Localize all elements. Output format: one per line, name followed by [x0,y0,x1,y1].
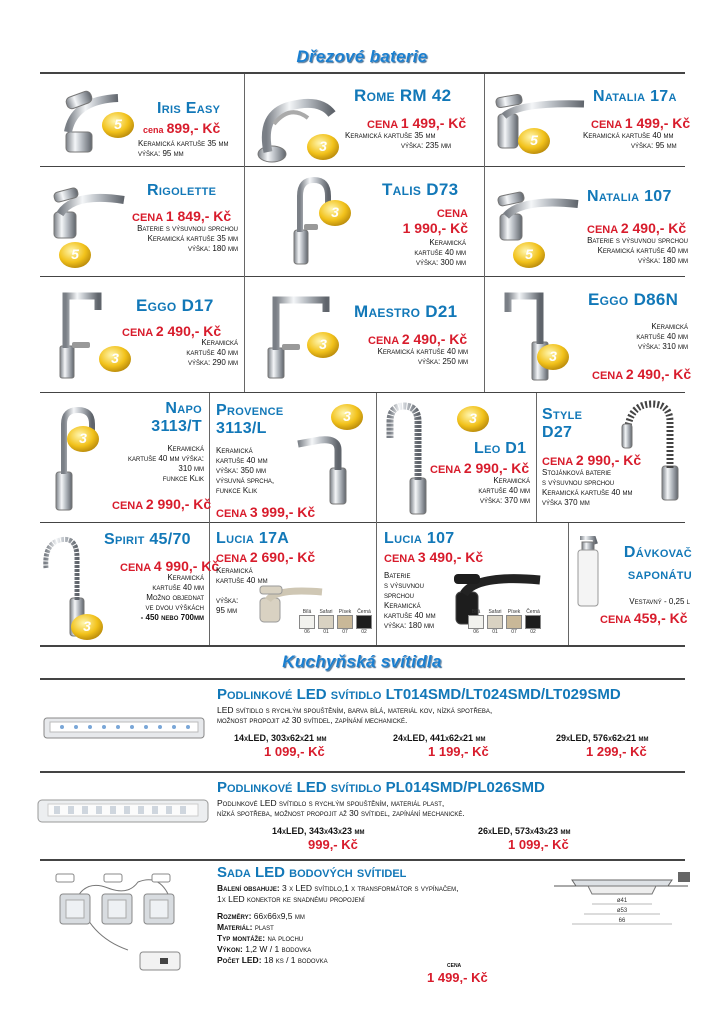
warranty-3-icon [98,344,132,374]
svg-text:3: 3 [83,618,91,634]
product-desc: Keramická kartuše 40 mm výška: 370 mm [478,476,530,505]
faucet-image [44,176,128,246]
product-price: CENA 1 499,- Kč [591,115,691,131]
warranty-3-icon [536,342,570,372]
divider [568,523,569,645]
led-set-specs [217,883,547,966]
dimension-label: ø41 [616,898,628,904]
led-variant-size: 24xLED, 441x62x21 mm [393,733,486,743]
product-price: CENA 4 990,- Kč [120,558,220,574]
faucet-image [384,400,448,518]
led-variant-price: 999,- Kč [308,837,358,852]
product-desc: Keramická kartuše 40 mm výška: 95 mm [583,131,677,150]
color-swatch: Černá 02 [357,609,371,635]
svg-text:3: 3 [331,204,339,220]
technical-drawing [552,866,692,936]
led-variant-size: 29xLED, 576x62x21 mm [556,733,649,743]
product-price: CENA 2 490,- Kč [587,220,687,236]
svg-text:5: 5 [71,246,79,262]
color-swatches [468,609,541,635]
product-price: CENA 3 490,- Kč [384,549,484,565]
led-product-desc: Podlinkové LED svítidlo s rychlým spouštěním, materiál plast, nízká spotřeba, možnost propojit až 30 svítidel, zapínání mechanické. [217,798,465,818]
product-price: CENA 1 990,- Kč [402,208,468,236]
soap-dispenser-image [572,530,602,610]
led-variant-price: 1 299,- Kč [586,744,647,759]
divider [40,72,685,74]
color-swatch: Bílá 06 [468,609,484,635]
product-price: cena 899,- Kč [143,120,221,136]
product-price: CENA 2 990,- Kč [542,452,642,468]
color-swatch: Safari 01 [319,609,333,635]
svg-text:3: 3 [549,348,557,364]
warranty-3-icon [306,330,340,360]
led-variant-price: 1 099,- Kč [264,744,325,759]
product-price: CENA 2 990,- Kč [112,496,212,512]
divider [209,393,210,645]
faucet-image [290,428,370,508]
color-swatch: Písek 07 [507,609,521,635]
led-light-image [34,794,214,830]
product-price: CENA 1 849,- Kč [132,208,232,224]
warranty-5-icon [101,110,135,140]
product-price: CENA 2 690,- Kč [216,549,316,565]
led-product-desc: LED svítidlo s rychlým spouštěním, barva bílá, materiál kov, nízká spotřeba, možnost propojit až 30 svítidel, zapínání mechanické. [217,705,493,725]
led-product-title: Podlinkové LED svítidlo LT014SMD/LT024SMD/LT029SMD [217,686,621,703]
led-variant-price: 1 099,- Kč [508,837,569,852]
warranty-3-icon [318,198,352,228]
led-light-image [40,708,210,754]
divider [40,771,685,773]
spec-line: Balení obsahuje: 3 x LED svítidlo,1 x transformátor s vypínačem, [217,883,459,893]
product-desc: Keramická kartuše 40 mm výška: 300 mm [414,238,466,267]
divider [40,678,685,680]
section-title-faucets: Dřezové baterie [296,47,428,66]
svg-text:5: 5 [525,246,533,262]
led-variant-price: 1 199,- Kč [428,744,489,759]
divider [40,522,685,523]
product-desc: Baterie s výsuvnou sprchou Keramická kartuše 35 mm výška: 180 mm [137,224,238,253]
product-name: Iris Easy [157,100,221,117]
warranty-3-icon [306,132,340,162]
svg-text:3: 3 [319,138,327,154]
svg-text:3: 3 [111,350,119,366]
svg-text:3: 3 [469,410,477,426]
product-desc: Keramická kartuše 40 mm výška: 290 mm [186,338,238,367]
led-variant-size: 14xLED, 303x62x21 mm [234,733,327,743]
svg-text:3: 3 [79,430,87,446]
product-name: Talis D73 [382,180,459,199]
product-desc: Keramická kartuše 35 mm výška: 95 mm [138,139,229,158]
divider [484,74,485,392]
product-name: Rigolette [147,182,217,199]
product-name: Natalia 17a [593,88,677,105]
product-price: CENA 2 490,- Kč [592,366,692,382]
color-swatch: Safari 01 [488,609,502,635]
product-name: Natalia 107 [587,188,672,205]
spec-line: Typ montáže: na plochu [217,933,304,943]
led-set-title: Sada LED bodových svítidel [217,864,407,881]
product-desc: Keramická kartuše 40 mm výška: 310 mm [636,322,688,351]
warranty-3-icon [70,612,104,642]
spec-line: Materiál: plast [217,922,274,932]
warranty-5-icon [58,240,92,270]
product-price: CENA 1 499,- Kč [367,115,467,131]
warranty-5-icon [517,126,551,156]
product-desc: Keramická kartuše 40 mm výška: 95 mm [216,566,268,615]
spec-line: Počet LED: 18 ks / 1 bodovka [217,955,328,965]
product-price: CENA 3 999,- Kč [216,504,316,520]
divider [244,74,245,392]
product-name: Rome RM 42 [354,86,452,105]
product-desc: Baterie s výsuvnou sprchou Keramická kartuše 40 mm výška: 180 mm [587,236,688,265]
product-name: Leo D1 [474,440,527,457]
divider [40,392,685,393]
product-desc: Keramická kartuše 40 mm výška: 250 mm [377,347,468,366]
product-name: Style D27 [542,406,583,441]
product-name: Eggo D86N [588,290,679,309]
product-price: CENA 459,- Kč [600,610,688,626]
svg-text:5: 5 [530,132,538,148]
product-name: Provence 3113/L [216,402,284,437]
spec-line: 1x LED konektor ke snadnému propojení [217,894,365,904]
product-name: Dávkovač saponátu [623,544,692,583]
product-name: Eggo D17 [136,296,214,315]
product-desc: Stojánková baterie s výsuvnou sprchou Keramická kartuše 40 mm výška 370 mm [542,468,633,507]
product-price: CENA 2 990,- Kč [430,460,530,476]
color-swatch: Bílá 06 [299,609,315,635]
divider [40,166,685,167]
spec-line: Rozměry: 66x66x9,5 mm [217,911,305,921]
warranty-3-icon [456,404,490,434]
product-desc: Keramická kartuše 35 mm výška: 235 mm [345,131,452,150]
svg-text:5: 5 [114,116,122,132]
led-set-price: 1 499,- Kč [427,970,488,985]
product-name: Lucia 17A [216,530,290,547]
spec-line: Výkon: 1,2 W / 1 bodovka [217,944,312,954]
color-swatch: Písek 07 [338,609,352,635]
dimension-label: ø53 [616,908,628,914]
divider [40,645,685,647]
product-desc: Keramická kartuše 40 mm výška: 310 mm funkce Klik [127,444,204,483]
product-desc: Keramická kartuše 40 mm Možno objednat ve dvou výškách - 450 nebo 700mm [140,573,204,622]
led-spot-set-image [48,866,198,978]
product-name: Napo 3113/T [151,400,202,435]
divider [40,859,685,861]
color-swatch: Černá 02 [526,609,540,635]
product-desc: Vestavný - 0,25 l [629,597,690,606]
dimension-label: 66 [618,918,626,924]
section-title-lights: Kuchyňská svítidla [282,652,442,671]
svg-text:3: 3 [319,336,327,352]
divider [536,393,537,522]
led-product-title: Podlinkové LED svítidlo PL014SMD/PL026SMD [217,779,545,796]
color-swatches [299,609,372,635]
product-price: CENA 2 490,- Kč [368,331,468,347]
warranty-5-icon [512,240,546,270]
product-desc: Keramická kartuše 40 mm výška: 350 mm výsuvná sprcha, funkce Klik [216,446,275,495]
divider [40,276,685,277]
led-variant-size: 14xLED, 343x43x23 mm [272,826,365,836]
led-variant-size: 26xLED, 573x43x23 mm [478,826,571,836]
product-name: Maestro D21 [354,302,458,321]
product-name: Spirit 45/70 [104,531,191,548]
price-label: cena [447,962,462,969]
product-price: CENA 2 490,- Kč [122,323,222,339]
product-name: Lucia 107 [384,530,455,547]
product-desc: Baterie s výsuvnou sprchou Keramická kartuše 40 mm výška: 180 mm [384,571,436,630]
divider [376,393,377,645]
svg-text:3: 3 [343,408,351,424]
